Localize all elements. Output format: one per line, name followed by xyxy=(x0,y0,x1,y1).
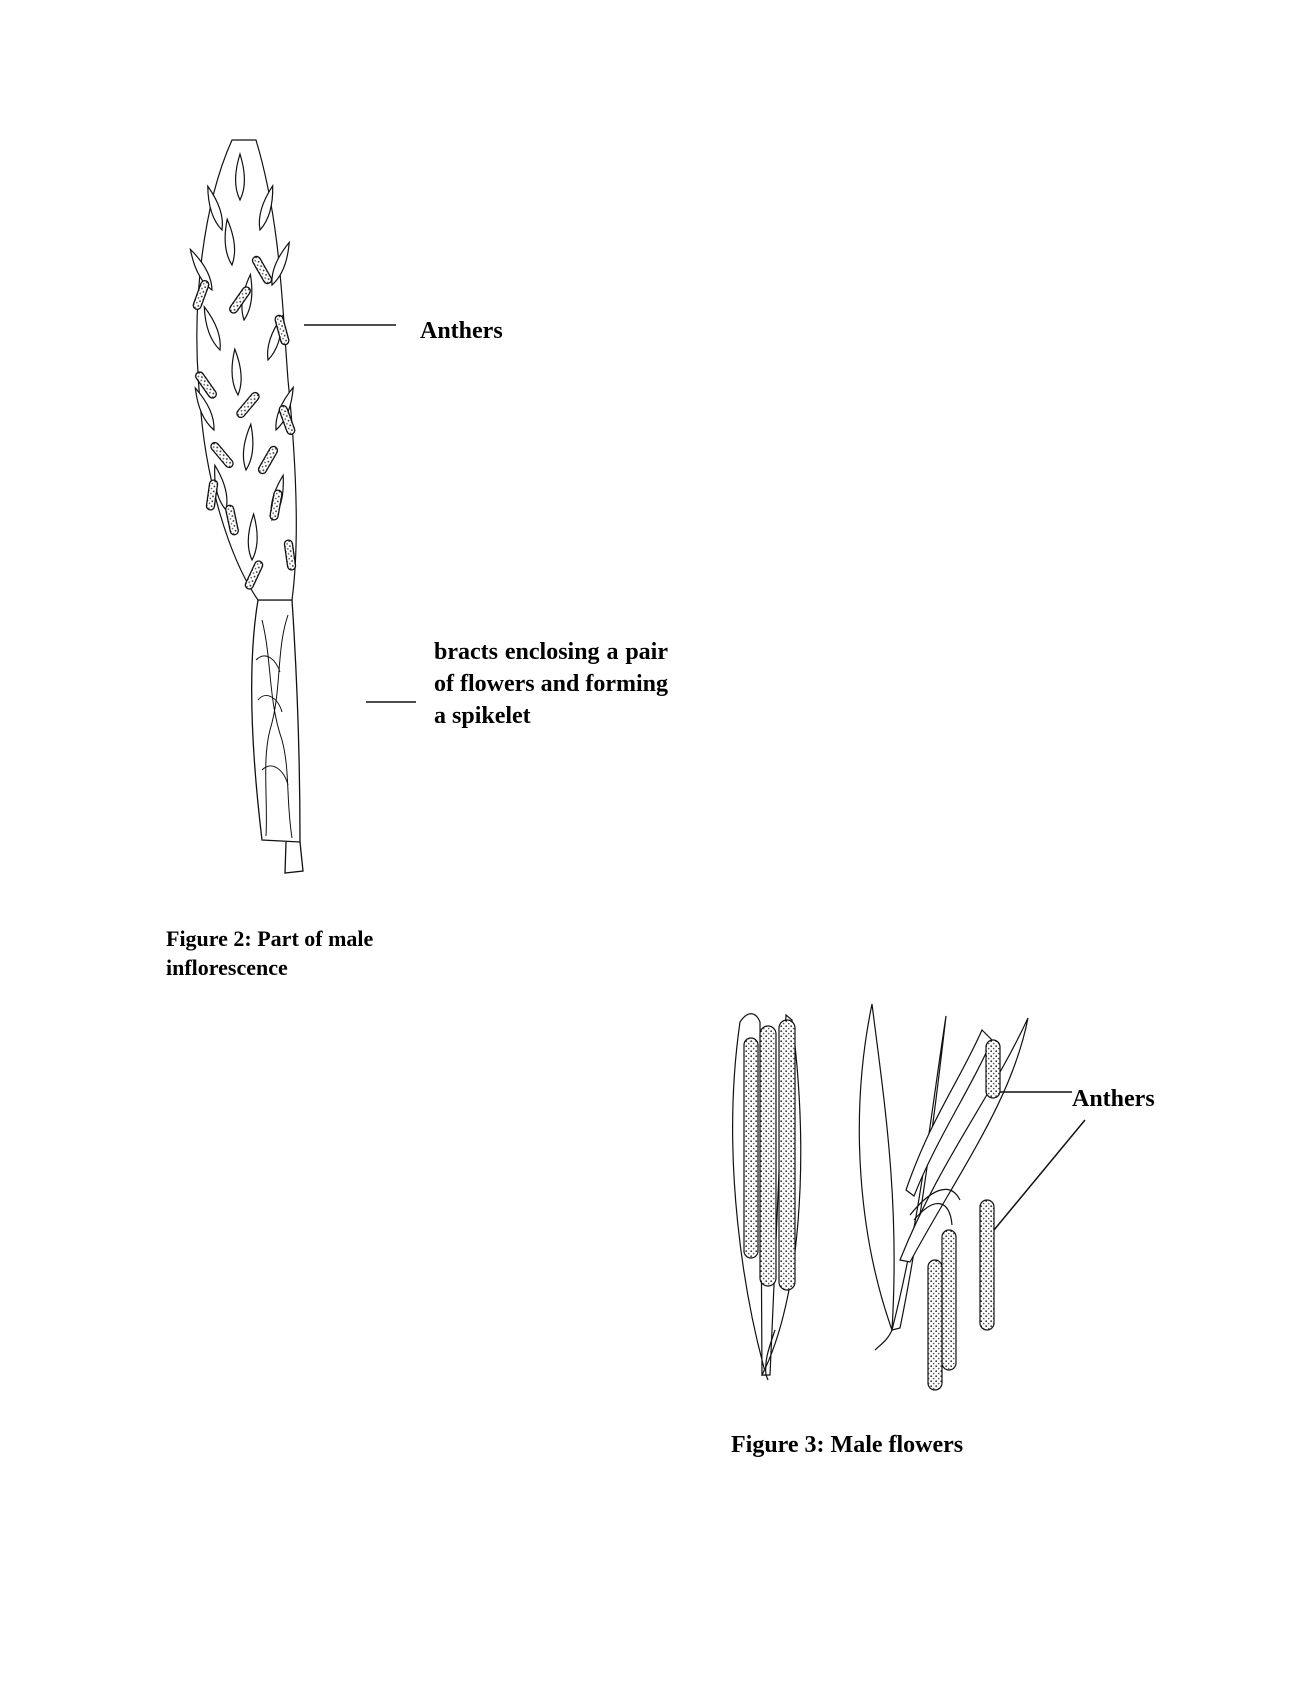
anthers-leader-line-2b xyxy=(994,1120,1085,1230)
figure2-caption: Figure 2: Part of male inflorescence xyxy=(166,926,374,980)
male-flower-right-drawing xyxy=(859,1004,1028,1390)
anthers-label-fig2: Anthers xyxy=(420,318,503,344)
male-flower-left-drawing xyxy=(733,1014,801,1380)
male-inflorescence-drawing xyxy=(186,140,303,873)
anthers-label-fig3: Anthers xyxy=(1072,1086,1155,1112)
figure3-caption: Figure 3: Male flowers xyxy=(731,1432,964,1458)
bracts-label: bracts enclosing a pair of flowers and forming a spikelet xyxy=(434,639,668,729)
